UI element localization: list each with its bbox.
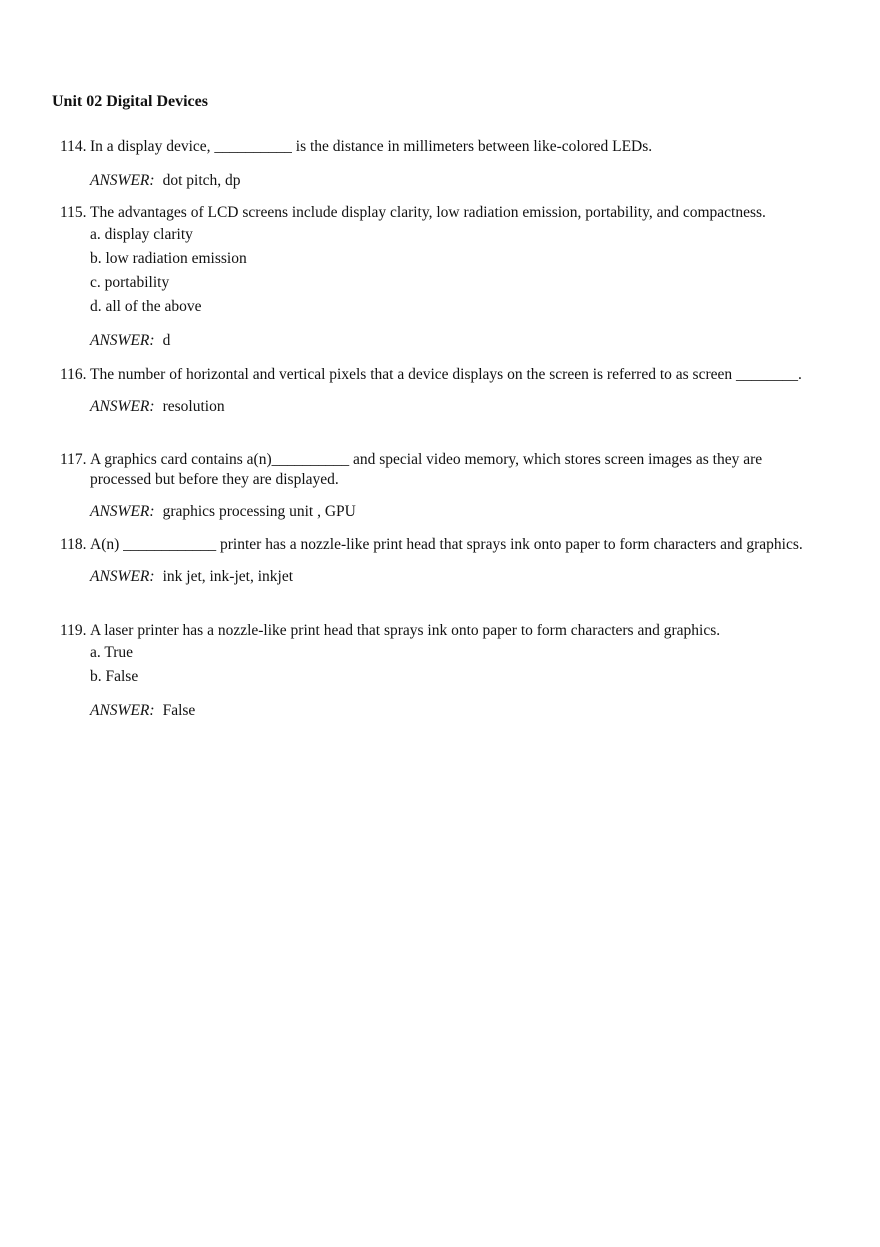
answer-line [90,502,820,522]
option-list [90,223,820,319]
question-number: 119. [60,622,87,639]
answer-value: d [162,332,171,349]
question-text: A laser printer has a nozzle-like print head that sprays ink onto paper to form characters and graphics. [90,622,721,639]
option-a: a. display clarity [90,226,193,243]
answer-line [90,171,820,191]
question-number: 117. [60,451,87,468]
answer-label: ANSWER: [90,398,155,415]
question-text: In a display device, __________ is the distance in millimeters between like-colored LEDs. [90,138,653,155]
question-115 [60,203,820,351]
answer-line [90,397,820,417]
option-a: a. True [90,644,134,661]
question-117 [60,450,820,522]
option-list [90,641,820,689]
question-number: 114. [60,138,87,155]
option-b: b. False [90,668,139,685]
unit-heading: Unit 02 Digital Devices [52,93,208,110]
answer-label: ANSWER: [90,503,155,520]
question-text: A(n) ____________ printer has a nozzle-like print head that sprays ink onto paper to form characters and graphics. [90,536,803,553]
answer-label: ANSWER: [90,702,155,719]
option-b: b. low radiation emission [90,250,247,267]
question-text: The advantages of LCD screens include display clarity, low radiation emission, portability, and compactness. [90,204,766,221]
answer-value: False [162,702,196,719]
question-text: A graphics card contains a(n)__________ and special video memory, which stores screen images as they are processed but before they are displayed. [90,451,763,488]
question-number: 116. [60,366,87,383]
answer-label: ANSWER: [90,568,155,585]
answer-label: ANSWER: [90,172,155,189]
answer-label: ANSWER: [90,332,155,349]
question-number: 118. [60,536,87,553]
answer-line [90,331,820,351]
question-text: The number of horizontal and vertical pixels that a device displays on the screen is referred to as screen ________. [90,366,802,383]
answer-value: ink jet, ink-jet, inkjet [162,568,294,585]
question-119 [60,621,820,721]
question-118 [60,535,820,587]
answer-value: dot pitch, dp [162,172,241,189]
question-number: 115. [60,204,87,221]
option-d: d. all of the above [90,298,202,315]
option-c: c. portability [90,274,170,291]
answer-line [90,701,820,721]
answer-value: resolution [162,398,225,415]
answer-line [90,567,820,587]
answer-value: graphics processing unit , GPU [162,503,356,520]
question-114 [60,137,820,191]
question-116 [60,365,820,417]
